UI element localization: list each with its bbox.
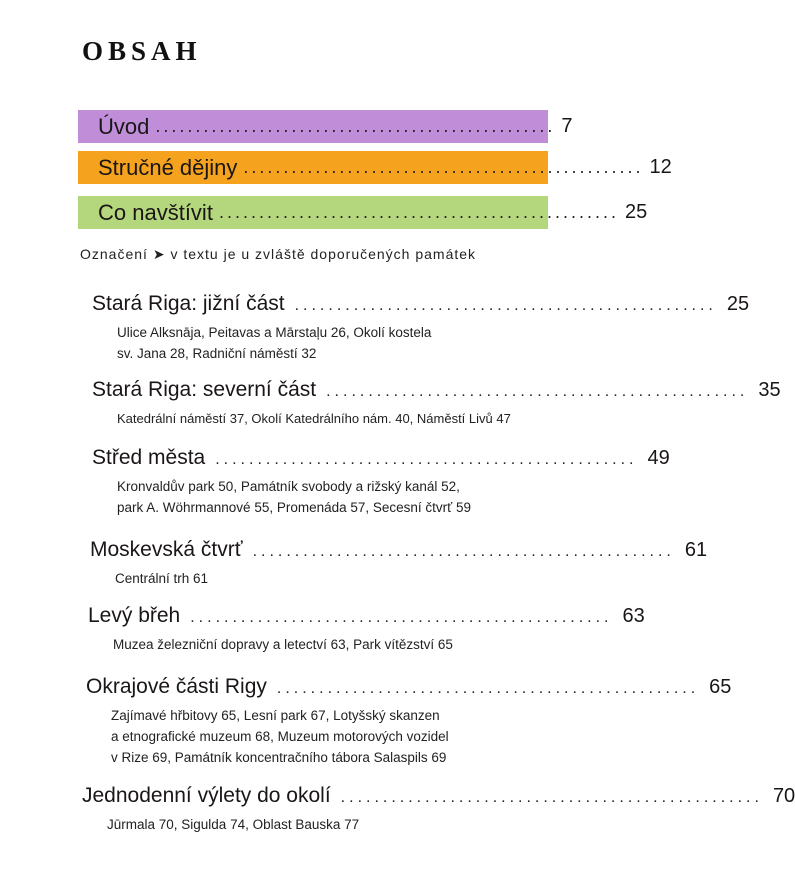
toc-sub-line: Zajímavé hřbitovy 65, Lesní park 67, Lotyšský skanzen (111, 708, 440, 723)
dot-leader: .................................................. (340, 789, 763, 806)
page-title: OBSAH (82, 36, 202, 66)
toc-section-page: 49 (647, 447, 670, 469)
toc-section[interactable] (90, 538, 708, 589)
toc-section-label: Střed města (92, 446, 206, 469)
dot-leader: .................................................. (276, 680, 700, 697)
toc-section-page: 35 (758, 379, 781, 401)
toc-section-label: Okrajové části Rigy (86, 675, 267, 698)
toc-section-label: Jednodenní výlety do okolí (82, 784, 331, 807)
toc-band-page: 7 (561, 115, 573, 137)
toc-sub-line: Centrální trh 61 (115, 571, 209, 586)
legend-note (80, 246, 550, 263)
toc-section-page: 61 (684, 539, 708, 561)
toc-band-label: Co navštívit (98, 199, 213, 225)
toc-section[interactable] (92, 378, 781, 429)
toc-section[interactable] (82, 784, 795, 835)
dot-leader: .................................................. (218, 202, 619, 222)
toc-sub-line: sv. Jana 28, Radniční náměstí 32 (117, 346, 317, 361)
toc-sub-line: a etnografické muzeum 68, Muzeum motorových vozidel (111, 729, 449, 744)
toc-section-page: 63 (622, 605, 645, 627)
toc-sub-line: Muzea železniční dopravy a letectví 63, Park vítězství 65 (113, 637, 453, 652)
toc-sub-line: Kronvaldův park 50, Památník svobody a rižský kanál 52, (117, 479, 460, 494)
toc-section-label: Moskevská čtvrť (90, 538, 243, 561)
toc-band-label: Úvod (98, 113, 150, 139)
toc-section[interactable] (86, 675, 732, 768)
toc-sub-line: Ulice Alksnāja, Peitavas a Mārstaļu 26, Okolí kostela (117, 325, 432, 340)
toc-section-label: Levý břeh (88, 604, 181, 627)
toc-section[interactable] (92, 446, 670, 518)
toc-band-uvod[interactable] (78, 110, 573, 143)
toc-section[interactable] (92, 292, 750, 364)
toc-section-page: 25 (726, 293, 750, 315)
dot-leader: .................................................. (326, 383, 749, 400)
toc-band-page: 25 (625, 201, 648, 223)
dot-leader: .................................................. (243, 157, 644, 177)
toc-sub-line: park A. Wöhrmannové 55, Promenáda 57, Secesní čtvrť 59 (117, 500, 471, 515)
dot-leader: .................................................. (190, 609, 613, 626)
toc-band-navstivit[interactable] (78, 196, 648, 229)
legend-note-before: Označení (80, 246, 148, 262)
toc-section-page: 70 (772, 785, 795, 807)
toc-section-page: 65 (709, 676, 732, 698)
toc-sub-line: v Rize 69, Památník koncentračního tábora Salaspils 69 (111, 750, 447, 765)
dot-leader: .................................................. (294, 297, 717, 314)
toc-section-label: Stará Riga: jižní část (92, 292, 285, 315)
toc-band-dejiny[interactable] (78, 151, 672, 184)
toc-sub-line: Katedrální náměstí 37, Okolí Katedrálního nám. 40, Náměstí Livů 47 (117, 411, 511, 426)
toc-sub-line: Jūrmala 70, Sigulda 74, Oblast Bauska 77 (107, 817, 360, 832)
toc-section[interactable] (88, 604, 645, 655)
toc-band-label: Stručné dějiny (98, 154, 238, 180)
toc-section-label: Stará Riga: severní část (92, 378, 317, 401)
legend-note-after: v textu je u zvláště doporučených památek (170, 246, 477, 262)
arrow-icon: ➤ (152, 246, 166, 262)
dot-leader: .................................................. (215, 451, 638, 468)
dot-leader: .................................................. (155, 116, 556, 136)
dot-leader: .................................................. (252, 543, 675, 560)
toc-band-page: 12 (649, 156, 672, 178)
